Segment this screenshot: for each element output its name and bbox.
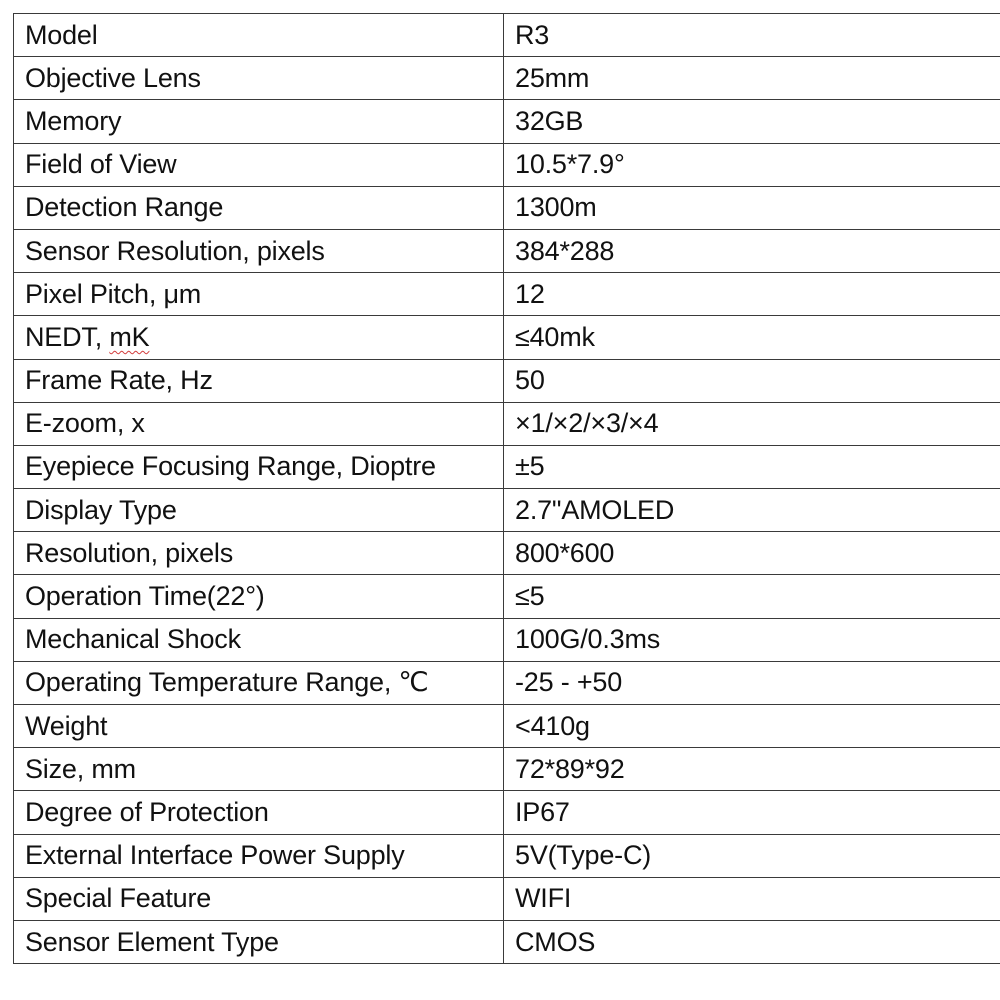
spec-table bbox=[13, 13, 1000, 964]
spec-value: <410g bbox=[504, 705, 1000, 748]
spec-label: Mechanical Shock bbox=[14, 618, 504, 661]
spec-label: Objective Lens bbox=[14, 57, 504, 100]
spec-value: 5V(Type-C) bbox=[504, 834, 1000, 877]
spec-value: ≤40mk bbox=[504, 316, 1000, 359]
spec-value: 1300m bbox=[504, 186, 1000, 229]
spec-value: 12 bbox=[504, 273, 1000, 316]
spec-label: Detection Range bbox=[14, 186, 504, 229]
spec-label: Weight bbox=[14, 705, 504, 748]
spec-value: ×1/×2/×3/×4 bbox=[504, 402, 1000, 445]
table-row bbox=[14, 402, 1000, 445]
spec-value: WIFI bbox=[504, 877, 1000, 920]
spec-label: E-zoom, x bbox=[14, 402, 504, 445]
table-row bbox=[14, 143, 1000, 186]
spec-label: Sensor Element Type bbox=[14, 920, 504, 963]
table-row bbox=[14, 877, 1000, 920]
spec-label: Operating Temperature Range, ℃ bbox=[14, 661, 504, 704]
spec-label: Field of View bbox=[14, 143, 504, 186]
spec-value: IP67 bbox=[504, 791, 1000, 834]
table-row bbox=[14, 532, 1000, 575]
spec-value: 25mm bbox=[504, 57, 1000, 100]
spec-label: Pixel Pitch, μm bbox=[14, 273, 504, 316]
spec-label: Frame Rate, Hz bbox=[14, 359, 504, 402]
spec-label: Degree of Protection bbox=[14, 791, 504, 834]
spec-value: 32GB bbox=[504, 100, 1000, 143]
table-row bbox=[14, 14, 1000, 57]
table-row bbox=[14, 100, 1000, 143]
table-row bbox=[14, 359, 1000, 402]
spec-label: Display Type bbox=[14, 489, 504, 532]
table-row bbox=[14, 920, 1000, 963]
table-row bbox=[14, 316, 1000, 359]
spec-label: Size, mm bbox=[14, 748, 504, 791]
spec-value: CMOS bbox=[504, 920, 1000, 963]
spec-value: 800*600 bbox=[504, 532, 1000, 575]
spec-value: 100G/0.3ms bbox=[504, 618, 1000, 661]
table-row bbox=[14, 273, 1000, 316]
table-row bbox=[14, 229, 1000, 272]
table-row bbox=[14, 661, 1000, 704]
spec-value: 50 bbox=[504, 359, 1000, 402]
table-row bbox=[14, 834, 1000, 877]
spec-label: Memory bbox=[14, 100, 504, 143]
spec-label: Special Feature bbox=[14, 877, 504, 920]
spec-label: External Interface Power Supply bbox=[14, 834, 504, 877]
spec-label: Eyepiece Focusing Range, Dioptre bbox=[14, 445, 504, 488]
spec-value: R3 bbox=[504, 14, 1000, 57]
table-row bbox=[14, 705, 1000, 748]
table-row bbox=[14, 489, 1000, 532]
spec-value: 384*288 bbox=[504, 229, 1000, 272]
spec-value: 72*89*92 bbox=[504, 748, 1000, 791]
table-row bbox=[14, 575, 1000, 618]
spec-value: -25 - +50 bbox=[504, 661, 1000, 704]
spec-value: ±5 bbox=[504, 445, 1000, 488]
table-row bbox=[14, 791, 1000, 834]
spec-value: 2.7"AMOLED bbox=[504, 489, 1000, 532]
spec-value: ≤5 bbox=[504, 575, 1000, 618]
spec-label: Operation Time(22°) bbox=[14, 575, 504, 618]
spec-label: NEDT, mK bbox=[14, 316, 504, 359]
table-row bbox=[14, 618, 1000, 661]
spec-value: 10.5*7.9° bbox=[504, 143, 1000, 186]
table-row bbox=[14, 57, 1000, 100]
table-row bbox=[14, 748, 1000, 791]
table-row bbox=[14, 445, 1000, 488]
spec-label: Sensor Resolution, pixels bbox=[14, 229, 504, 272]
spec-label: Model bbox=[14, 14, 504, 57]
spec-label: Resolution, pixels bbox=[14, 532, 504, 575]
table-row bbox=[14, 186, 1000, 229]
